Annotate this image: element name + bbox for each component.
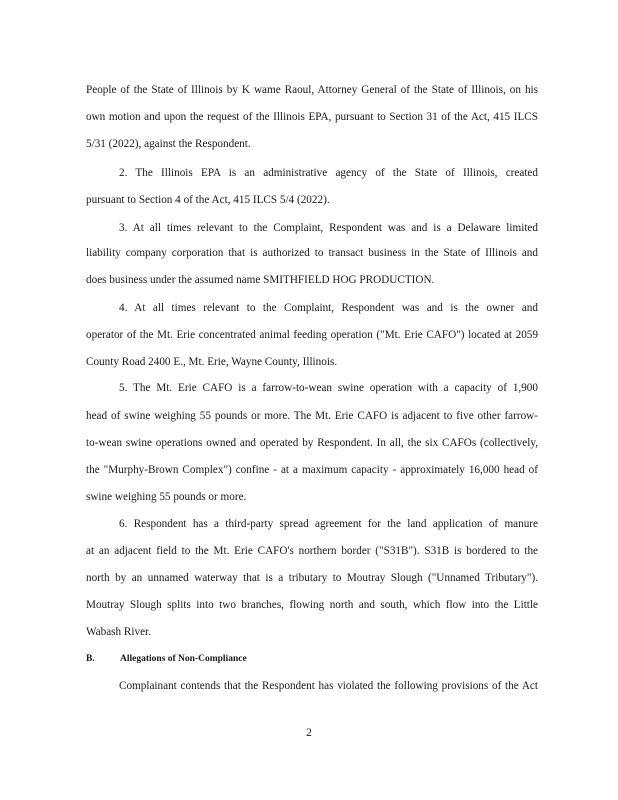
p5-line-2: head of swine weighing 55 pounds or more. The Mt. Erie CAFO is adjacent to five other farrow-: [86, 410, 538, 422]
p1-line-3: 5/31 (2022), against the Respondent.: [86, 138, 251, 150]
p1-line-2: own motion and upon the request of the Illinois EPA, pursuant to Section 31 of the Act, 415 ILCS: [86, 111, 538, 123]
section-title: Allegations of Non-Compliance: [120, 654, 247, 664]
p4-line-1: 4. At all times relevant to the Complaint, Respondent was and is the owner and: [119, 302, 538, 314]
page-number: 2: [306, 727, 312, 739]
p5-line-4: the "Murphy-Brown Complex") confine - at a maximum capacity - approximately 16,000 head of: [86, 464, 538, 476]
p6-line-4: Moutray Slough splits into two branches, flowing north and south, which flow into the Little: [86, 599, 538, 611]
p3-line-3: does business under the assumed name SMITHFIELD HOG PRODUCTION.: [86, 274, 435, 286]
p6-line-1: 6. Respondent has a third-party spread agreement for the land application of manure: [119, 518, 538, 530]
p5-line-3: to-wean swine operations owned and operated by Respondent. In all, the six CAFOs (collectively,: [86, 437, 538, 449]
p3-line-1: 3. At all times relevant to the Complaint, Respondent was and is a Delaware limited: [119, 222, 538, 234]
p2-line-1: 2. The Illinois EPA is an administrative agency of the State of Illinois, created: [119, 167, 538, 179]
p6-line-3: north by an unnamed waterway that is a tributary to Moutray Slough ("Unnamed Tributary").: [86, 572, 538, 584]
p6-line-5: Wabash River.: [86, 626, 151, 638]
p4-line-2: operator of the Mt. Erie concentrated animal feeding operation ("Mt. Erie CAFO") located at 2059: [86, 329, 538, 341]
p5-line-5: swine weighing 55 pounds or more.: [86, 491, 247, 503]
p5-line-1: 5. The Mt. Erie CAFO is a farrow-to-wean swine operation with a capacity of 1,900: [119, 382, 538, 394]
closing-line: Complainant contends that the Respondent has violated the following provisions of the Act: [119, 680, 538, 692]
p2-line-2: pursuant to Section 4 of the Act, 415 ILCS 5/4 (2022).: [86, 194, 330, 206]
p6-line-2: at an adjacent field to the Mt. Erie CAFO's northern border ("S31B"). S31B is bordered to the: [86, 545, 538, 557]
p4-line-3: County Road 2400 E., Mt. Erie, Wayne County, Illinois.: [86, 356, 338, 368]
p3-line-2: liability company corporation that is authorized to transact business in the State of Illinois and: [86, 247, 538, 259]
section-number: B.: [86, 654, 95, 664]
section-heading: [86, 653, 247, 665]
p1-line-1: People of the State of Illinois by K wame Raoul, Attorney General of the State of Illinois, on his: [86, 84, 538, 96]
